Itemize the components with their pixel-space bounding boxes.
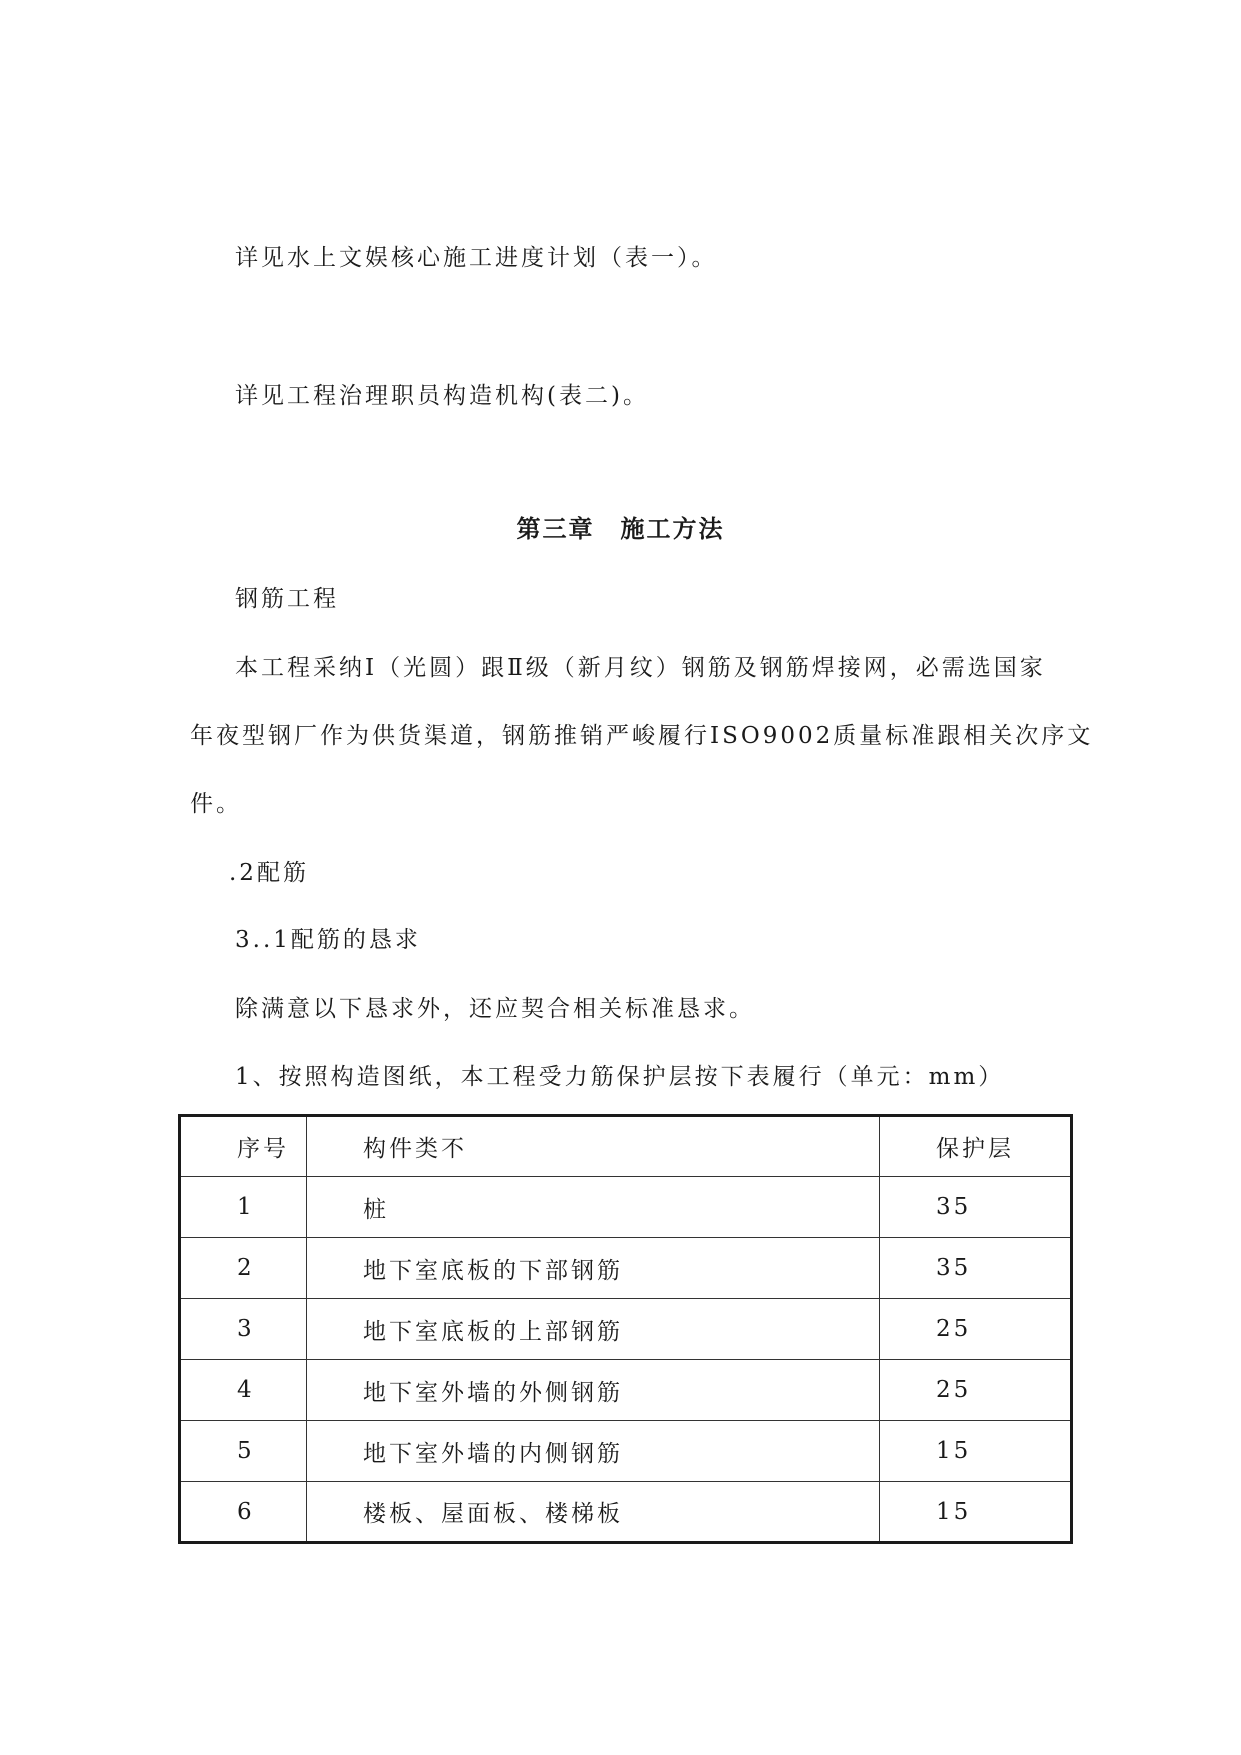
cell-component-type: 地下室底板的下部钢筋 bbox=[307, 1238, 880, 1299]
header-component-type: 构件类不 bbox=[307, 1116, 880, 1177]
cover-thickness-table bbox=[178, 1114, 1073, 1544]
cell-cover-thickness: 25 bbox=[880, 1360, 1072, 1421]
cell-serial-number: 1 bbox=[180, 1177, 307, 1238]
header-serial-number: 序号 bbox=[180, 1116, 307, 1177]
cell-cover-thickness: 15 bbox=[880, 1482, 1072, 1543]
paragraph-rebar-line-2: 年夜型钢厂作为供货渠道，钢筋推销严峻履行ISO9002质量标准跟相关次序文 bbox=[190, 723, 1094, 749]
table-row bbox=[180, 1238, 1072, 1299]
table-header-row bbox=[180, 1116, 1072, 1177]
cell-cover-thickness: 35 bbox=[880, 1177, 1072, 1238]
chapter-heading: 第三章 施工方法 bbox=[516, 515, 725, 543]
paragraph-rebar-line-3: 件。 bbox=[190, 791, 242, 817]
cell-component-type: 地下室外墙的外侧钢筋 bbox=[307, 1360, 880, 1421]
cell-component-type: 地下室底板的上部钢筋 bbox=[307, 1299, 880, 1360]
cell-serial-number: 5 bbox=[180, 1421, 307, 1482]
cell-cover-thickness: 25 bbox=[880, 1299, 1072, 1360]
cell-component-type: 桩 bbox=[307, 1177, 880, 1238]
paragraph-rebar-line-1: 本工程采纳Ⅰ（光圆）跟Ⅱ级（新月纹）钢筋及钢筋焊接网，必需选国家 bbox=[235, 655, 1046, 681]
table-row bbox=[180, 1360, 1072, 1421]
header-cover-thickness: 保护层 bbox=[880, 1116, 1072, 1177]
section-title-rebar-works: 钢筋工程 bbox=[235, 586, 339, 612]
paragraph-schedule-reference: 详见水上文娱核心施工进度计划（表一）。 bbox=[235, 245, 718, 271]
table-row bbox=[180, 1299, 1072, 1360]
table-row bbox=[180, 1421, 1072, 1482]
cell-serial-number: 2 bbox=[180, 1238, 307, 1299]
cell-component-type: 地下室外墙的内侧钢筋 bbox=[307, 1421, 880, 1482]
table-row bbox=[180, 1177, 1072, 1238]
paragraph-standards-compliance: 除满意以下恳求外，还应契合相关标准恳求。 bbox=[235, 996, 755, 1022]
cell-cover-thickness: 15 bbox=[880, 1421, 1072, 1482]
table-row bbox=[180, 1482, 1072, 1543]
cell-cover-thickness: 35 bbox=[880, 1238, 1072, 1299]
cell-serial-number: 3 bbox=[180, 1299, 307, 1360]
paragraph-cover-table-intro: 1、按照构造图纸，本工程受力筋保护层按下表履行（单元：mm） bbox=[235, 1064, 1005, 1090]
cell-component-type: 楼板、屋面板、楼梯板 bbox=[307, 1482, 880, 1543]
subsection-reinforcement: .2配筋 bbox=[229, 860, 309, 886]
cell-serial-number: 6 bbox=[180, 1482, 307, 1543]
paragraph-staff-structure-reference: 详见工程治理职员构造机构(表二)。 bbox=[235, 383, 649, 409]
subsection-reinforcement-requirements: 3..1配筋的恳求 bbox=[235, 927, 421, 953]
cell-serial-number: 4 bbox=[180, 1360, 307, 1421]
